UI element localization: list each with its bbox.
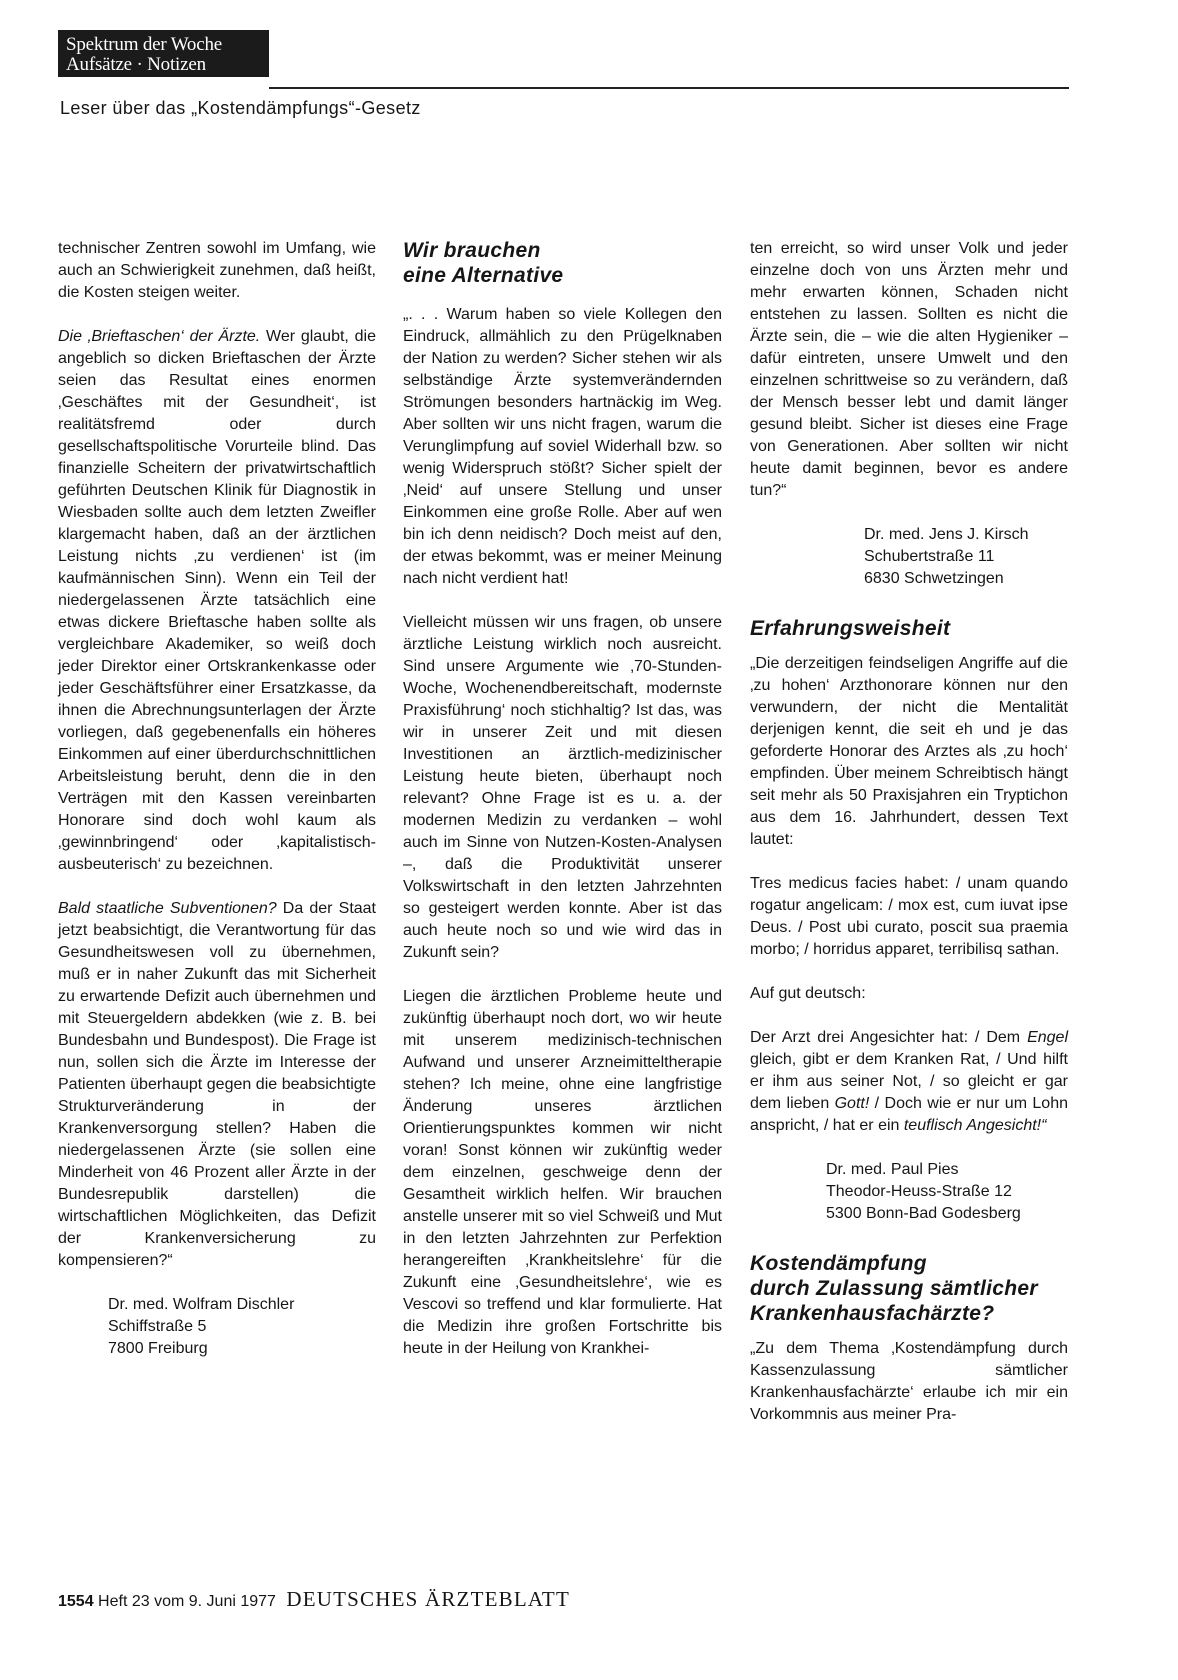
heading-kostendaempfung-line1: Kostendämpfung: [750, 1252, 927, 1275]
col2-paragraph-1: „. . . Warum haben so viele Kollegen den Eindruck, allmählich zu den Prügelknaben der Nation zu werden? Sicher stehen wir als selbständige Ärzte systemverändernden Strömungen besonders hartnäckig im Weg. Aber sollten wir uns nicht fragen, warum die Verunglimpfung auf soviel Widerhall bzw. so wenig Widerspruch stößt? Sicher spielt der ‚Neid‘ auf unsere Stellung und unser Einkommen eine große Rolle. Aber auf wen bin ich denn neidisch? Doch meist auf den, der etwas bekommt, was er meiner Meinung nach nicht verdient hat!: [403, 306, 722, 587]
signature-city: 6830 Schwetzingen: [864, 570, 1004, 587]
page-number: 1554: [58, 1593, 94, 1610]
section-label: [58, 30, 269, 77]
verse-part-2: gleich, gibt er dem Kranken Rat, / Und hilft er ihm aus seiner Not, / so gleicht er gar dem lieben: [750, 1051, 1068, 1112]
heading-alternative: [403, 238, 722, 288]
signature-street: Schubertstraße 11: [864, 548, 995, 565]
verse-engel: Engel: [1027, 1029, 1068, 1046]
section-label-line1: Spektrum der Woche: [66, 34, 222, 55]
signature-street: Schiffstraße 5: [108, 1318, 207, 1335]
col3-paragraph-verse: [750, 1027, 1068, 1137]
heading-kostendaempfung-line2: durch Zulassung sämtlicher: [750, 1277, 1038, 1300]
col2-paragraph-2: Vielleicht müssen wir uns fragen, ob unsere ärztliche Leistung wirklich noch ausreicht. Sind unsere Argumente wie ‚70-Stunden-Woche, Wochenendbereitschaft, modernste Praxisführung‘ noch stichhaltig? Ist das, was wir in unserer Zeit und mit diesen Investitionen an ärztlich-medizinischer Leistung heute bieten, überhaupt noch relevant? Ohne Frage ist es u. a. der modernen Medizin zu verdanken – wohl auch im Sinne von Nutzen-Kosten-Analysen –, daß die Produktivität unserer Volkswirtschaft in den letzten Jahrzehnten so gesteigert werden konnte. Aber ist das auch heute noch so und wie wird das in Zukunft sein?: [403, 614, 722, 961]
heading-alternative-line1: Wir brauchen: [403, 239, 541, 262]
col3-paragraph-6: „Zu dem Thema ‚Kostendämpfung durch Kassenzulassung sämtlicher Krankenhausfachärzte‘ erlaube ich mir ein Vorkommnis aus meiner Pra-: [750, 1340, 1068, 1423]
verse-part-3: / Doch wie er nur um Lohn anspricht, / hat er ein: [750, 1095, 1069, 1134]
page-topic: Leser über das „Kostendämpfungs“-Gesetz: [60, 98, 421, 118]
col1-paragraph-1: technischer Zentren sowohl im Umfang, wie auch an Schwierigkeit zunehmen, daß heißt, die Kosten steigen weiter.: [58, 240, 376, 301]
col1-paragraph-2: [58, 326, 376, 876]
col2-paragraph-3: Liegen die ärztlichen Probleme heute und zukünftig überhaupt noch dort, wo wir heute mit unserem medizinisch-technischen Aufwand und unserer Arzneimitteltherapie stehen? Ich meine, ohne eine langfristige Änderung unseres ärztlichen Orientierungspunktes kommen wir nicht voran! Sonst können wir zukünftig weder dem einzelnen, geschweige denn der Gesamtheit wirklich helfen. Wir brauchen anstelle unserer mit so viel Schweiß und Mut in den letzten Jahrzehnten zur Perfektion herangereiften ‚Krankheitslehre‘ für die Zukunft eine ‚Gesundheitslehre‘, wie es Vescovi so treffend und klar formulierte. Hat die Medizin ihre großen Fortschritte bis heute in der Heilung von Krankhei-: [403, 988, 722, 1357]
col3-signature-1: [750, 524, 1068, 590]
page-footer: [58, 1588, 570, 1613]
verse-teuflisch: teuflisch Angesicht!“: [903, 1117, 1047, 1134]
column-1: [58, 238, 376, 1382]
col1-signature: [58, 1294, 376, 1360]
col1-paragraph-3: [58, 898, 376, 1272]
column-3: [750, 238, 1068, 1448]
heading-kostendaempfung: [750, 1251, 1068, 1326]
col1-runin-brieftaschen: Die ‚Brieftaschen‘ der Ärzte.: [58, 328, 261, 345]
verse-gott: Gott!: [834, 1095, 870, 1112]
col3-paragraph-2: „Die derzeitigen feindseligen Angriffe auf die ‚zu hohen‘ Arzthonorare können nur den verwundern, der nicht die Mentalität derjenigen kennt, die seit eh und je das geforderte Honorar des Arztes als ‚zu hoch‘ empfinden. Über meinem Schreibtisch hängt seit mehr als 50 Praxisjahren ein Tryptichon aus dem 16. Jahrhundert, dessen Text lautet:: [750, 655, 1068, 848]
col1-paragraph-2-text: Wer glaubt, die angeblich so dicken Brieftaschen der Ärzte seien das Resultat eines enormen ‚Geschäftes mit der Gesundheit‘, ist realitätsfremd oder durch gesellschaftspolitische Vorurteile blind. Das finanzielle Scheitern der privatwirtschaftlich geführten Deutschen Klinik für Diagnostik in Wiesbaden sollte auch dem letzten Zweifler klargemacht haben, daß an der ärztlichen Leistung nichts ‚zu verdienen‘ ist (im kaufmännischen Sinn). Wenn ein Teil der niedergelassenen Ärzte tatsächlich eine etwas dickere Brieftasche haben sollte als vergleichbare Akademiker, so weiß doch jeder Direktor einer Ortskrankenkasse oder jeder Geschäftsführer einer Ersatzkasse, da ihnen die Abrechnungsunterlagen der Ärzte vorliegen, daß gegebenenfalls ein höheres Einkommen auf einer überdurchschnittlichen Arbeitsleistung beruht, denn die in den Verträgen mit den Kassen vereinbarten Honorare sind doch wohl kaum als ‚gewinnbringend‘ oder ‚kapitalistisch-ausbeuterisch‘ zu bezeichnen.: [58, 328, 376, 873]
col3-paragraph-4: Auf gut deutsch:: [750, 985, 866, 1002]
verse-part-1: Der Arzt drei Angesichter hat: / Dem: [750, 1029, 1028, 1046]
col1-paragraph-3-text: Da der Staat jetzt beabsichtigt, die Verantwortung für das Gesundheitswesen voll zu übernehmen, muß er in naher Zukunft das mit Sicherheit zu erwartende Defizit auch übernehmen und mit Steuergeldern abdekken (wie z. B. bei Bundesbahn und Bundespost). Die Frage ist nun, sollen sich die Ärzte im Interesse der Patienten überhaupt gegen die beabsichtigte Strukturveränderung in der Krankenversorgung stellen? Haben die niedergelassenen Ärzte (sie sollen eine Minderheit von 46 Prozent aller Ärzte in der Bundesrepublik darstellen) die wirtschaftlichen Möglichkeiten, das Defizit der Krankenversicherung zu kompensieren?“: [58, 900, 377, 1269]
signature-city: 5300 Bonn-Bad Godesberg: [826, 1205, 1021, 1222]
signature-city: 7800 Freiburg: [108, 1340, 208, 1357]
heading-kostendaempfung-line3: Krankenhausfachärzte?: [750, 1302, 995, 1325]
signature-name: Dr. med. Paul Pies: [826, 1161, 959, 1178]
magazine-name: DEUTSCHES ÄRZTEBLATT: [286, 1587, 570, 1611]
heading-erfahrungsweisheit: Erfahrungsweisheit: [750, 617, 951, 640]
col3-signature-2: [750, 1159, 1068, 1225]
column-2: [403, 238, 722, 1382]
signature-street: Theodor-Heuss-Straße 12: [826, 1183, 1012, 1200]
heading-alternative-line2: eine Alternative: [403, 264, 564, 287]
col3-paragraph-latin: Tres medicus facies habet: / unam quando rogatur angelicam: / mox est, cum iuvat ipse Deus. / Post ubi curato, poscit sua praemia morbo; / horridus apparet, terribilisq sathan.: [750, 875, 1068, 958]
signature-name: Dr. med. Jens J. Kirsch: [864, 526, 1029, 543]
issue-info: Heft 23 vom 9. Juni 1977: [98, 1593, 276, 1610]
section-label-line2: Aufsätze · Notizen: [66, 54, 206, 75]
col1-runin-subventionen: Bald staatliche Subventionen?: [58, 900, 277, 917]
col3-paragraph-1: ten erreicht, so wird unser Volk und jeder einzelne doch von uns Ärzten mehr und mehr erwarten können, Schaden nicht entstehen zu lassen. Sollten es nicht die Ärzte sein, die – wie die alten Hygieniker – dafür eintreten, unsere Umwelt und den einzelnen schrittweise so zu verändern, daß der Mensch besser lebt und damit länger gesund bleibt. Sicher ist dieses eine Frage von Generationen. Aber sollten wir nicht heute damit beginnen, bevor es andere tun?“: [750, 240, 1068, 499]
signature-name: Dr. med. Wolfram Dischler: [108, 1296, 295, 1313]
header-rule: [269, 87, 1069, 89]
